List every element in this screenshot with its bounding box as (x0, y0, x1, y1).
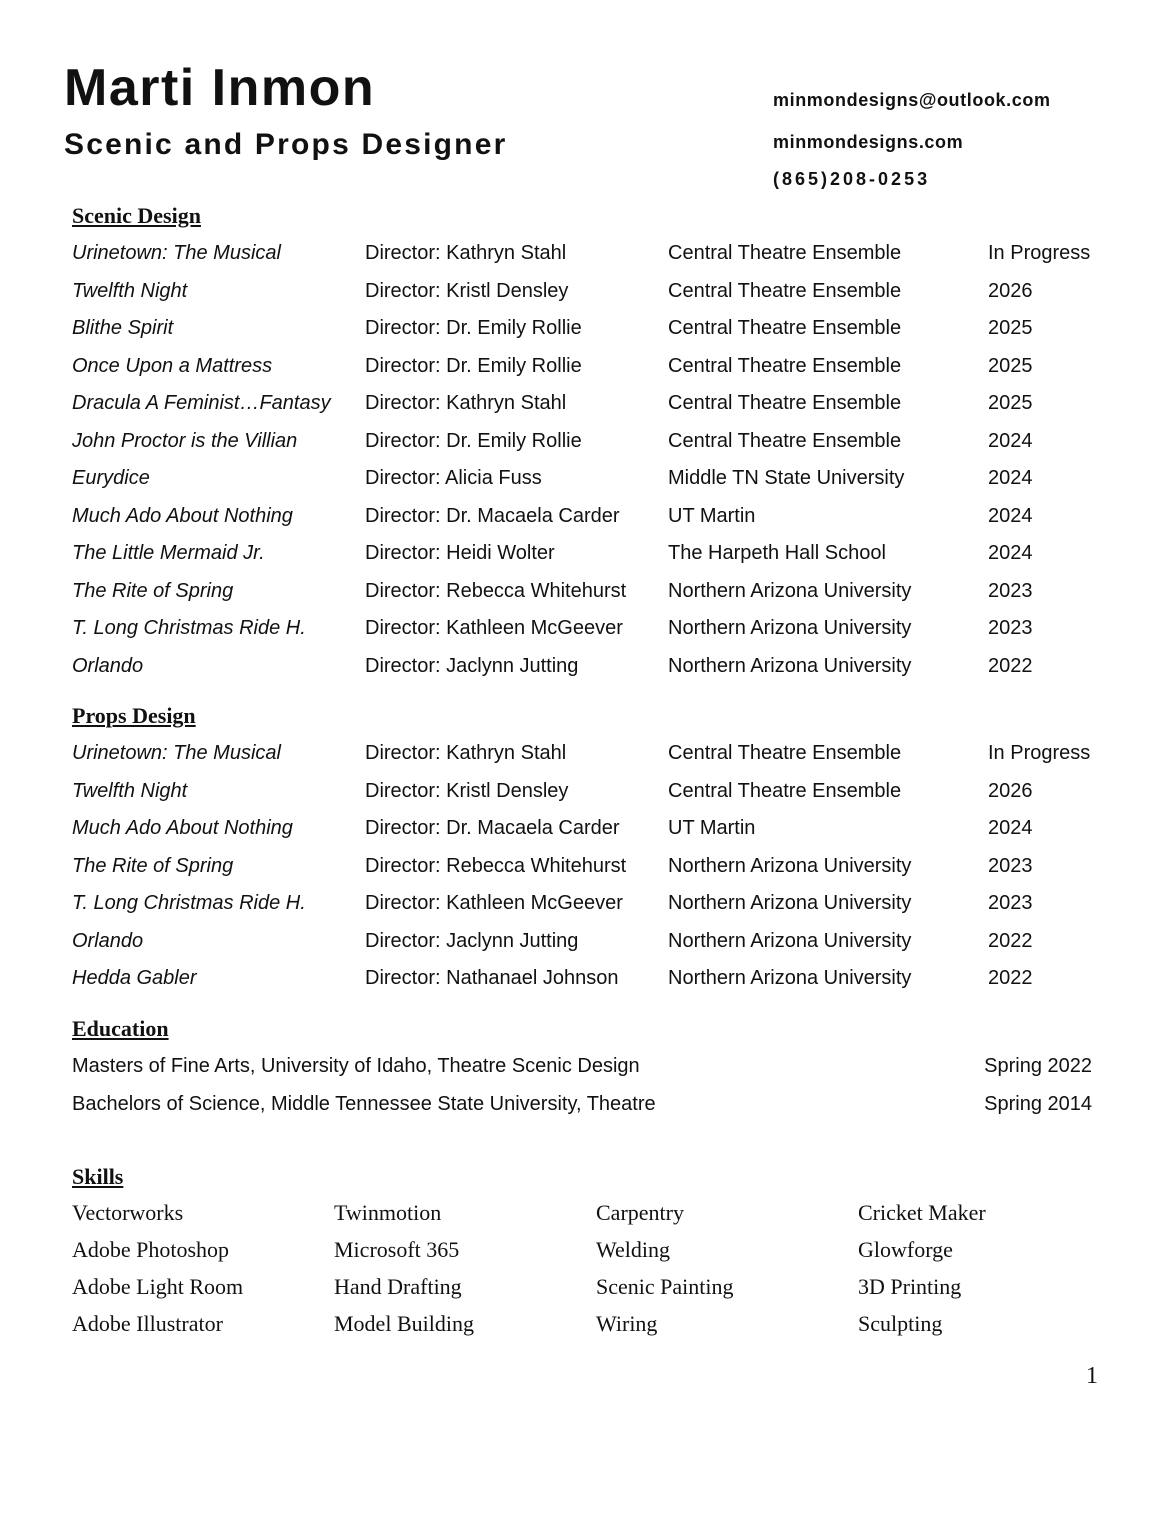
skill-item: Glowforge (858, 1237, 953, 1262)
director: Director: Dr. Macaela Carder (365, 817, 620, 839)
director: Director: Kathryn Stahl (365, 742, 567, 764)
production-title: Much Ado About Nothing (72, 504, 293, 527)
production-title: Urinetown: The Musical (72, 242, 281, 264)
production-title: The Rite of Spring (72, 579, 234, 602)
scenic-row (72, 281, 1132, 319)
director: Director: Heidi Wolter (365, 542, 555, 564)
props-row (72, 818, 1132, 856)
year: 2024 (988, 542, 1033, 564)
production-title: Twelfth Night (72, 779, 188, 802)
scenic-row (72, 506, 1132, 544)
props-design-list (72, 743, 1132, 1006)
skill-item: Hand Drafting (334, 1274, 462, 1299)
year: 2025 (988, 354, 1033, 377)
skill-item: Twinmotion (334, 1200, 442, 1225)
director: Director: Rebecca Whitehurst (365, 854, 627, 877)
production-title: Much Ado About Nothing (72, 817, 293, 839)
organization: Northern Arizona University (668, 579, 912, 602)
director: Director: Kristl Densley (365, 279, 569, 302)
organization: Northern Arizona University (668, 654, 912, 677)
organization: Central Theatre Ensemble (668, 317, 902, 339)
page-number: 1 (1086, 1363, 1098, 1389)
resume-subtitle: Scenic and Props Designer (64, 128, 508, 161)
skill-item: Carpentry (596, 1200, 684, 1225)
organization: UT Martin (668, 504, 756, 527)
organization: Northern Arizona University (668, 892, 912, 914)
skill-item: Welding (596, 1237, 670, 1262)
director: Director: Kristl Densley (365, 779, 569, 802)
props-row (72, 893, 1132, 931)
production-title: The Little Mermaid Jr. (72, 542, 265, 564)
year: In Progress (988, 242, 1091, 264)
scenic-row (72, 356, 1132, 394)
education-row (72, 1056, 1092, 1094)
director: Director: Jaclynn Jutting (365, 654, 579, 677)
organization: Northern Arizona University (668, 617, 912, 639)
skill-item: Adobe Illustrator (72, 1311, 223, 1336)
director: Director: Kathleen McGeever (365, 892, 623, 914)
resume-name: Marti Inmon (64, 59, 376, 117)
year: 2026 (988, 279, 1033, 302)
year: 2022 (988, 967, 1033, 989)
scenic-row (72, 393, 1132, 431)
scenic-design-heading: Scenic Design (72, 203, 201, 228)
scenic-design-list (72, 243, 1132, 693)
skills-row (72, 1239, 1132, 1276)
skill-item: Model Building (334, 1311, 474, 1336)
director: Director: Dr. Emily Rollie (365, 354, 582, 377)
degree: Bachelors of Science, Middle Tennessee State University, Theatre (72, 1092, 656, 1115)
year: 2025 (988, 317, 1033, 339)
production-title: T. Long Christmas Ride H. (72, 617, 306, 639)
director: Director: Nathanael Johnson (365, 967, 619, 989)
skill-item: Scenic Painting (596, 1274, 734, 1299)
organization: Northern Arizona University (668, 967, 912, 989)
education-row (72, 1094, 1092, 1132)
props-design-heading: Props Design (72, 703, 196, 728)
organization: Central Theatre Ensemble (668, 779, 902, 802)
director: Director: Jaclynn Jutting (365, 929, 579, 952)
director: Director: Kathleen McGeever (365, 617, 623, 639)
year: 2024 (988, 467, 1033, 489)
production-title: Urinetown: The Musical (72, 742, 281, 764)
year: 2023 (988, 854, 1033, 877)
organization: Northern Arizona University (668, 854, 912, 877)
year: 2025 (988, 392, 1033, 414)
graduation-date: Spring 2022 (984, 1055, 1092, 1077)
organization: Central Theatre Ensemble (668, 392, 902, 414)
year: 2022 (988, 929, 1033, 952)
education-heading: Education (72, 1016, 169, 1041)
skill-item: Cricket Maker (858, 1200, 986, 1225)
production-title: Orlando (72, 929, 144, 952)
skill-item: Vectorworks (72, 1200, 184, 1225)
organization: Central Theatre Ensemble (668, 242, 902, 264)
props-row (72, 781, 1132, 819)
props-row (72, 931, 1132, 969)
skills-row (72, 1276, 1132, 1313)
production-title: Once Upon a Mattress (72, 354, 273, 377)
scenic-row (72, 468, 1132, 506)
skill-item: Adobe Light Room (72, 1274, 244, 1299)
year: 2024 (988, 817, 1033, 839)
skill-item: Adobe Photoshop (72, 1237, 230, 1262)
year: 2022 (988, 654, 1033, 677)
scenic-row (72, 431, 1132, 469)
contact-website: minmondesigns.com (773, 132, 964, 152)
skill-item: Sculpting (858, 1311, 943, 1336)
skills-heading: Skills (72, 1164, 124, 1189)
production-title: Dracula A Feminist…Fantasy (72, 392, 331, 414)
props-row (72, 743, 1132, 781)
skills-row (72, 1313, 1132, 1350)
production-title: Blithe Spirit (72, 317, 174, 339)
contact-phone: (865)208-0253 (773, 169, 931, 189)
skill-item: 3D Printing (858, 1274, 962, 1299)
graduation-date: Spring 2014 (984, 1092, 1092, 1115)
education-list (72, 1056, 1092, 1131)
director: Director: Dr. Emily Rollie (365, 317, 582, 339)
scenic-row (72, 243, 1132, 281)
skill-item: Wiring (596, 1311, 658, 1336)
skills-row (72, 1202, 1132, 1239)
director: Director: Alicia Fuss (365, 467, 542, 489)
production-title: Orlando (72, 654, 144, 677)
skills-grid (72, 1202, 1132, 1350)
scenic-row (72, 618, 1132, 656)
scenic-row (72, 318, 1132, 356)
contact-email: minmondesigns@outlook.com (773, 90, 1051, 110)
organization: Middle TN State University (668, 467, 905, 489)
organization: Northern Arizona University (668, 929, 912, 952)
organization: The Harpeth Hall School (668, 542, 886, 564)
year: 2024 (988, 504, 1033, 527)
organization: Central Theatre Ensemble (668, 742, 902, 764)
year: 2026 (988, 779, 1033, 802)
production-title: Eurydice (72, 467, 150, 489)
production-title: John Proctor is the Villian (72, 429, 298, 452)
year: 2023 (988, 617, 1033, 639)
director: Director: Dr. Macaela Carder (365, 504, 620, 527)
production-title: Twelfth Night (72, 279, 188, 302)
organization: Central Theatre Ensemble (668, 429, 902, 452)
degree: Masters of Fine Arts, University of Idaho, Theatre Scenic Design (72, 1055, 640, 1077)
organization: UT Martin (668, 817, 756, 839)
director: Director: Kathryn Stahl (365, 242, 567, 264)
year: 2023 (988, 579, 1033, 602)
organization: Central Theatre Ensemble (668, 279, 902, 302)
production-title: The Rite of Spring (72, 854, 234, 877)
year: In Progress (988, 742, 1091, 764)
scenic-row (72, 581, 1132, 619)
production-title: Hedda Gabler (72, 967, 197, 989)
props-row (72, 968, 1132, 1006)
production-title: T. Long Christmas Ride H. (72, 892, 306, 914)
organization: Central Theatre Ensemble (668, 354, 902, 377)
year: 2024 (988, 429, 1033, 452)
scenic-row (72, 656, 1132, 694)
director: Director: Rebecca Whitehurst (365, 579, 627, 602)
year: 2023 (988, 892, 1033, 914)
scenic-row (72, 543, 1132, 581)
skill-item: Microsoft 365 (334, 1237, 460, 1262)
director: Director: Kathryn Stahl (365, 392, 567, 414)
props-row (72, 856, 1132, 894)
director: Director: Dr. Emily Rollie (365, 429, 582, 452)
